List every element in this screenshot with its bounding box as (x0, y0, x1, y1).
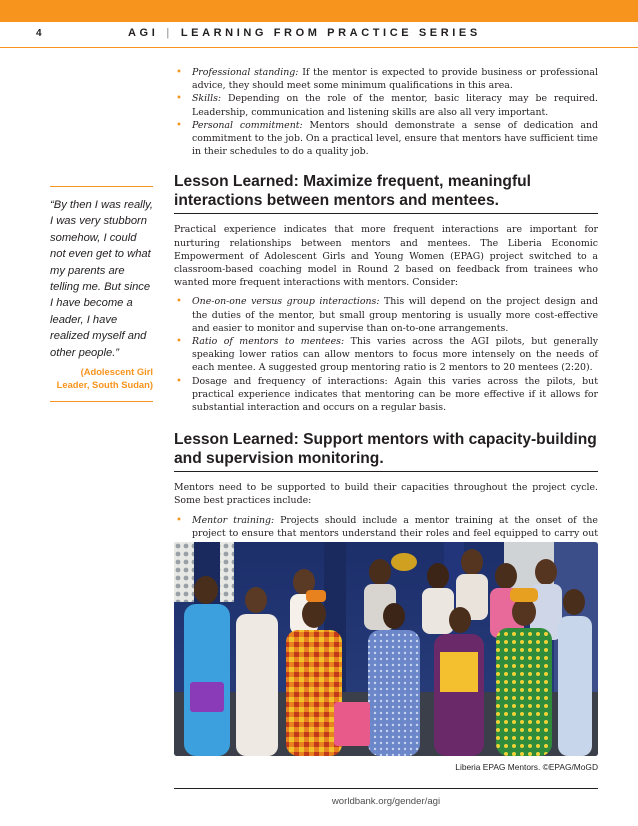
bullet-item: • Skills: Depending on the role of the mentor, basic literacy may be required. Leadership, communication and listening skills are also all very important. (174, 92, 598, 118)
footer-url[interactable]: worldbank.org/gender/agi (331, 796, 441, 807)
bullet-item: • Mentor training: Projects should include a mentor training at the onset of the project to ensure that mentors understand their roles and feel equipped to carry out (174, 514, 598, 593)
bullet-item: • Dosage and frequency of interactions: Again this varies across the pilots, but practical experience indicates that mentoring can be more effective if it allows for substantial interaction and occurs on a regular basis. (174, 375, 598, 415)
qualification-bullets (174, 66, 598, 158)
group-photo-illustration (174, 542, 598, 756)
photo-caption: Liberia EPAG Mentors. ©EPAG/MoGD (455, 762, 598, 772)
interaction-bullets (174, 295, 598, 414)
bullet-item: • One-on-one versus group interactions: This will depend on the project design and the duties of the mentor, but small group mentoring is usually more cost-effective and easier to monitor and supervise than on-to-one arrangements. (174, 295, 598, 335)
series-title-left: AGI (128, 27, 159, 39)
bullet-item: • Ratio of mentors to mentees: This varies across the AGI pilots, but generally speaking lower ratios can allow mentors to focus more intensely on the needs of each mentee. A suggested group mentoring ratio is 2 mentors to 20 mentees (2:20). (174, 335, 598, 375)
main-column (174, 66, 598, 593)
section-heading: Lesson Learned: Support mentors with capacity-building and supervision monitoring. (174, 431, 597, 468)
footer-rule (174, 788, 598, 789)
top-accent-bar (0, 0, 638, 22)
quote-rule-bottom (50, 401, 153, 402)
section-heading: Lesson Learned: Maximize frequent, meaningful interactions between mentors and mentees. (174, 173, 531, 210)
series-title (128, 27, 481, 39)
series-title-right: LEARNING FROM PRACTICE SERIES (180, 27, 481, 39)
page-number: 4 (36, 28, 42, 39)
section-intro: Mentors need to be supported to build their capacities throughout the project cycle. Some best practices include: (174, 482, 598, 507)
quote-attribution: (Adolescent Girl Leader, South Sudan) (56, 366, 153, 391)
group-photo (174, 542, 598, 756)
quote-text: “By then I was really, I was very stubborn somehow, I could not even get to what my parents are telling me. But since I have become a leader, I have realized myself and other people.” (50, 199, 154, 359)
section-intro: Practical experience indicates that more frequent interactions are important for nurturing relationships between mentors and mentees. The Liberia Economic Empowerment of Adolescent Girls and Young Women (EPAG) project switched to a classroom-based coaching model in Round 2 based on feedback from trainees who wanted more frequent interactions with mentors. Consider: (174, 224, 598, 289)
bullet-item: • Personal commitment: Mentors should demonstrate a sense of dedication and commitment to the job. On a practical level, ensure that mentors have sufficient time in their schedules to do a quality job. (174, 119, 598, 159)
sidebar-quote (50, 186, 153, 402)
quote-rule-top (50, 186, 153, 187)
series-separator: | (166, 27, 173, 39)
bullet-item: • Professional standing: If the mentor is expected to provide business or professional advice, they should meet some minimum qualifications in this area. (174, 66, 598, 92)
